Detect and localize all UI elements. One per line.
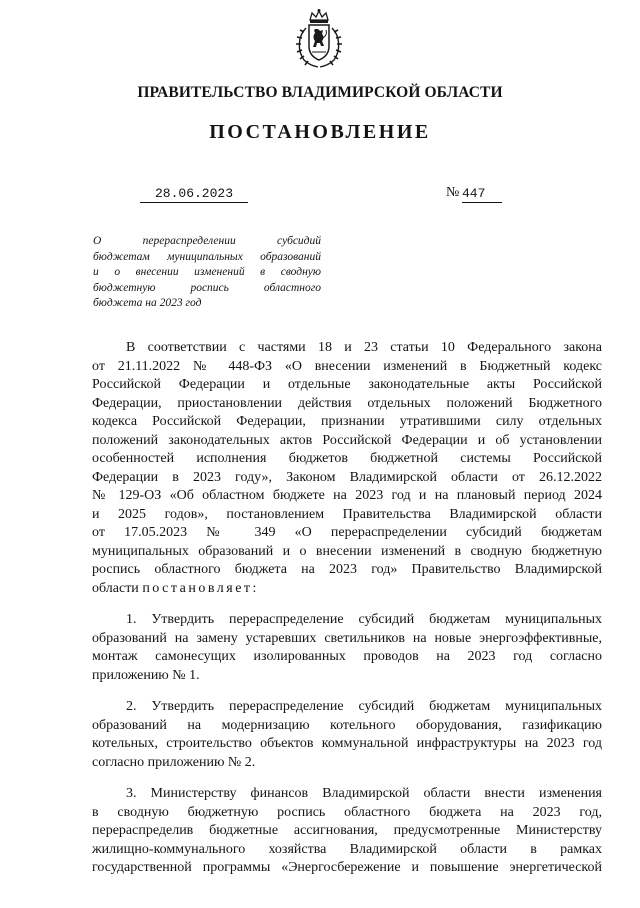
paragraph-3: [92, 785, 602, 878]
paragraph-intro: [92, 339, 602, 598]
text-line: Российской Федерации и отдельные законодательные акты Российской: [92, 377, 602, 392]
text-line: котельных, строительство объектов коммунальной инфраструктуры на 2023 год: [92, 736, 602, 751]
text-line: Федерации в 2023 году», Законом Владимирской области от 26.12.2022: [92, 469, 602, 485]
subject-line: бюджета на 2023 год: [93, 297, 202, 309]
text-line: образований на модернизацию котельного оборудования, газификацию: [92, 717, 602, 733]
text-line: и 2025 годов», постановлением Правительства Владимирской области: [92, 506, 602, 522]
text-line: особенностей исполнения бюджетов бюджетной системы Российской: [92, 451, 602, 466]
text-line: 2. Утвердить перераспределение субсидий бюджетам муниципальных: [126, 699, 602, 714]
text-line: согласно приложению № 2.: [92, 754, 256, 770]
number-sign: №: [446, 185, 460, 200]
document-body: [92, 339, 602, 878]
text-line: от 21.11.2022 № 448-ФЗ «О внесении изменений в Бюджетный кодекс: [92, 358, 602, 374]
paragraph-2: [92, 698, 602, 772]
text-line: монтаж самонесущих изолированных проводов на 2023 год согласно: [92, 649, 602, 664]
document-number: 447: [462, 186, 502, 203]
text-line: перераспределив бюджетные ассигнования, предусмотренные Министерству: [92, 823, 602, 838]
text-line: образований на замену устаревших светильников на новые энергоэффективные,: [92, 630, 602, 646]
text-line: В соответствии с частями 18 и 23 статьи 10 Федерального закона: [126, 340, 602, 355]
text-line: 3. Министерству финансов Владимирской области внести изменения: [126, 786, 602, 801]
subject-line: бюджетную роспись областного: [93, 281, 321, 294]
text-line: кодекса Российской Федерации, признании утратившими силу отдельных: [92, 414, 602, 429]
resolves-keyword: постановляет:: [142, 580, 259, 596]
text-line: Федерации, приостановлении действия отдельных положений Бюджетного: [92, 395, 602, 411]
paragraph-1: [92, 611, 602, 685]
text-line: государственной программы «Энергосбережение и повышение энергетической: [92, 860, 602, 875]
text-line: 1. Утвердить перераспределение субсидий бюджетам муниципальных: [126, 612, 602, 627]
text-line: роспись областного бюджета на 2023 год» Правительство Владимирской: [92, 562, 602, 577]
text-line: положений законодательных актов Российской Федерации и об установлении: [92, 432, 602, 448]
coat-of-arms-emblem: [292, 8, 346, 70]
organization-title: ПРАВИТЕЛЬСТВО ВЛАДИМИРСКОЙ ОБЛАСТИ: [137, 84, 503, 101]
text-line: жилищно-коммунального хозяйства Владимирской области в рамках: [92, 841, 602, 857]
subject-line: бюджетам муниципальных образований: [93, 250, 321, 263]
document-date: 28.06.2023: [140, 186, 248, 203]
text-line: в сводную бюджетную роспись областного бюджета на 2023 год,: [92, 804, 602, 820]
text-line: № 129-ОЗ «Об областном бюджете на 2023 год и на плановый период 2024: [92, 488, 602, 503]
text-line: [92, 580, 602, 599]
text-line: приложению № 1.: [92, 667, 200, 683]
document-subject: [93, 234, 321, 312]
intro-last-prefix: области: [92, 580, 143, 596]
text-line: от 17.05.2023 № 349 «О перераспределении субсидий бюджетам: [92, 525, 602, 540]
subject-line: и о внесении изменений в сводную: [93, 266, 321, 278]
document-type-title: ПОСТАНОВЛЕНИЕ: [209, 121, 431, 143]
subject-line: О перераспределении субсидий: [93, 235, 321, 247]
text-line: муниципальных образований и о внесении изменений в сводную бюджетную: [92, 543, 602, 559]
